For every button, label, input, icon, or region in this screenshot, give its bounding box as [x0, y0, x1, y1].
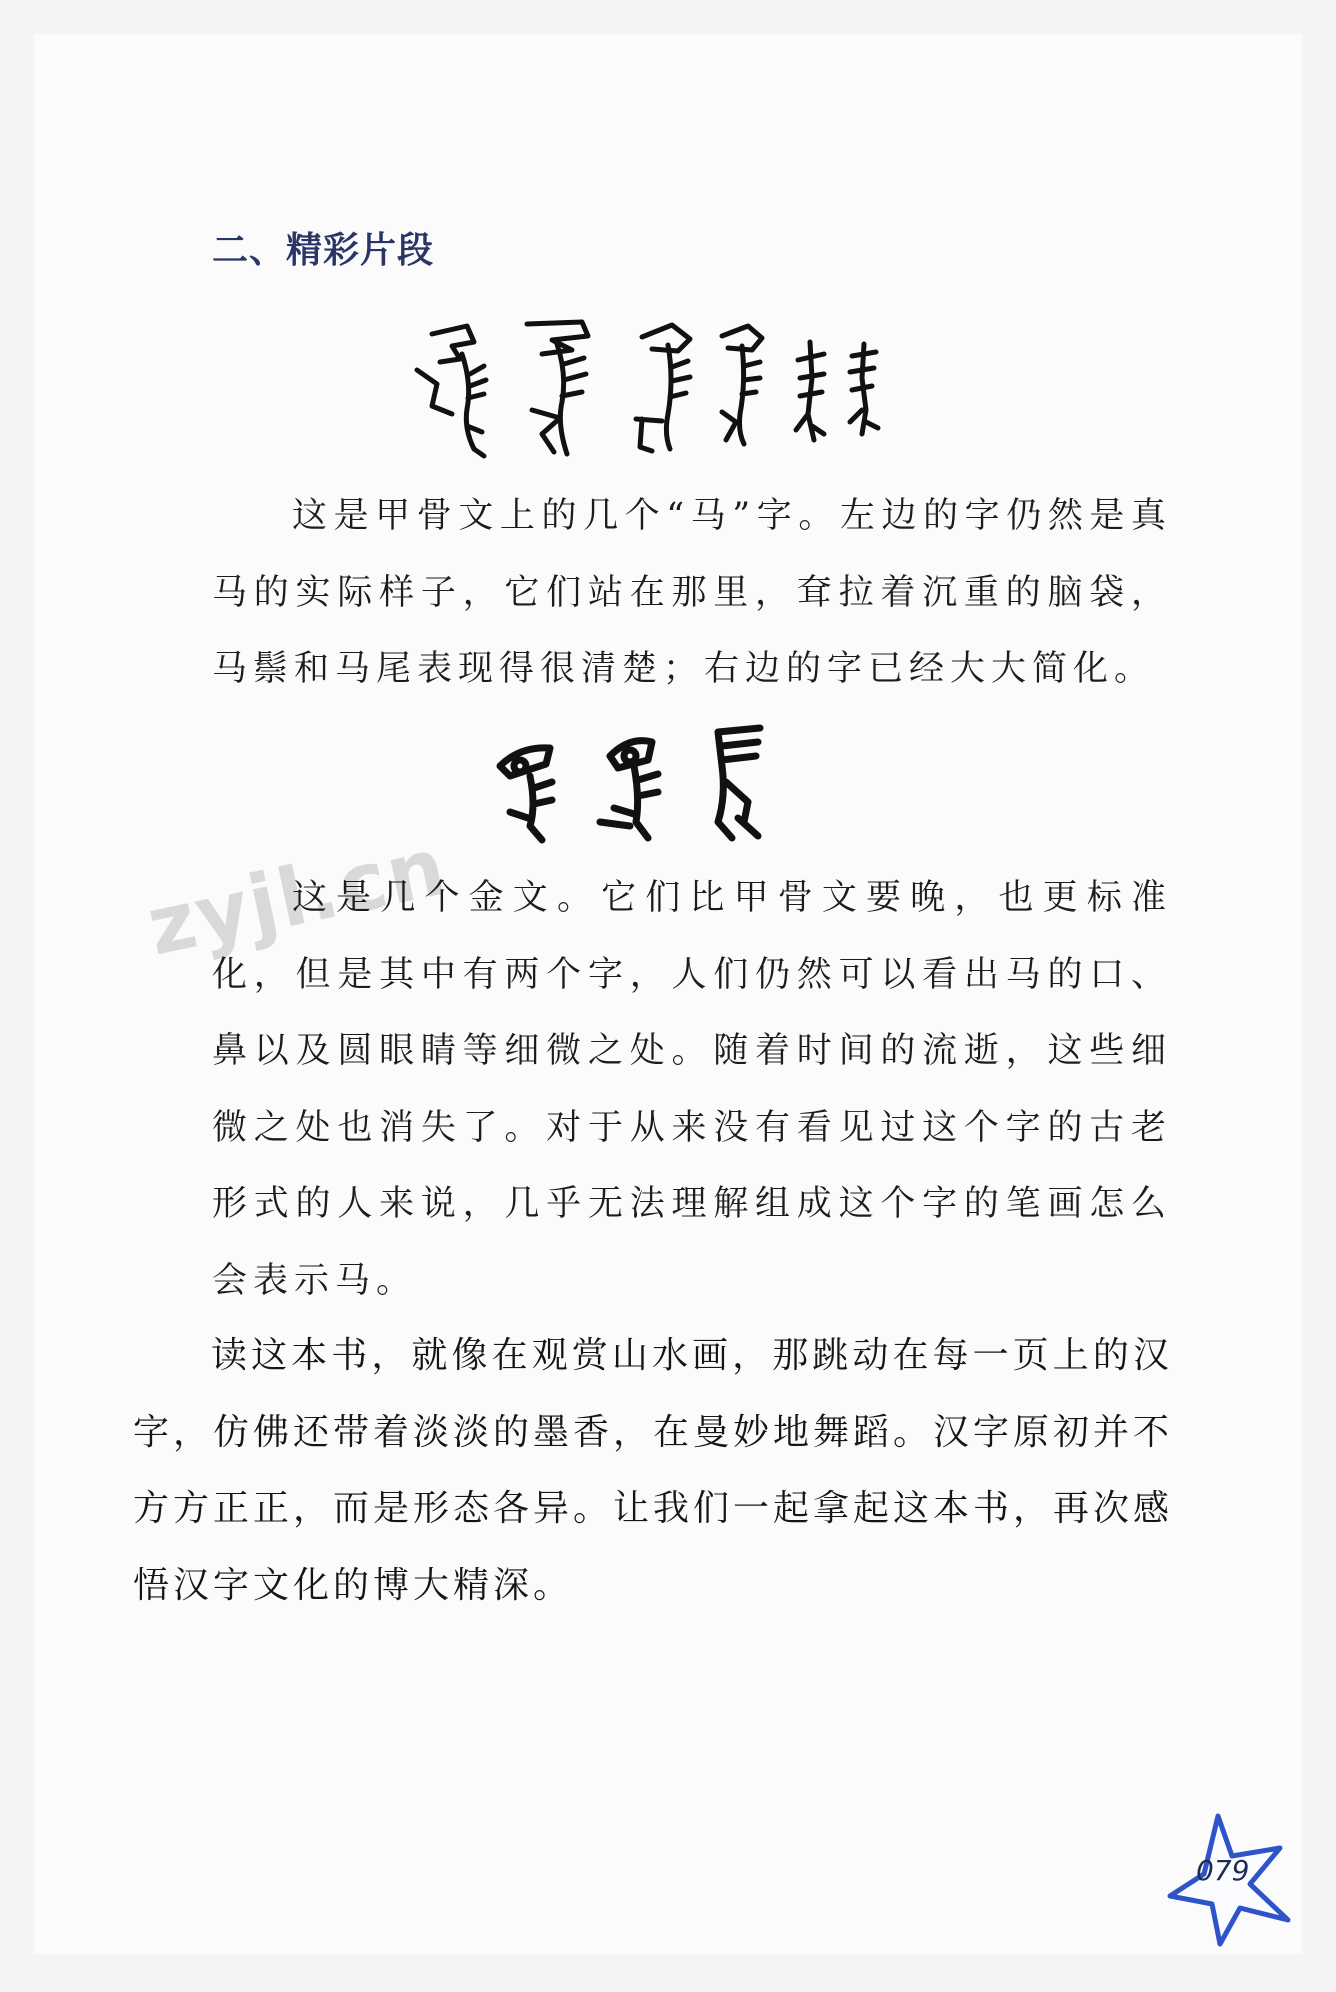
oracle-glyph-1: [417, 326, 486, 456]
reflection-paragraph: 读这本书，就像在观赏山水画，那跳动在每一页上的汉字，仿佛还带着淡淡的墨香，在曼妙地舞蹈。汉字原初并不方方正正，而是形态各异。让我们一起拿起这本书，再次感悟汉字文化的博大精深。: [133, 1335, 1174, 1606]
oracle-glyph-2: [527, 322, 588, 454]
oracle-glyph-4: [722, 326, 762, 444]
oracle-bone-horse-glyphs: [412, 314, 892, 468]
bronze-glyph-3: [718, 728, 760, 838]
oracle-glyph-6: [850, 344, 878, 434]
bronze-paragraph: 这是几个金文。它们比甲骨文要晚，也更标准化，但是其中有两个字，人们仍然可以看出马的口、鼻以及圆眼睛等细微之处。随着时间的流逝，这些细微之处也消失了。对于从来没有看见过这个字的古老形式的人来说，几乎无法理解组成这个字的笔画怎么会表示马。: [212, 878, 1172, 1301]
oracle-glyph-5: [796, 342, 824, 440]
bronze-glyph-2: [600, 741, 658, 838]
section-heading: 二、精彩片段: [212, 230, 435, 271]
oracle-glyph-3: [636, 325, 690, 451]
bronze-horse-glyphs: [490, 726, 810, 850]
oracle-bone-paragraph: 这是甲骨文上的几个“马”字。左边的字仍然是真马的实际样子，它们站在那里，耷拉着沉重的脑袋，马鬃和马尾表现得很清楚；右边的字已经大大简化。: [212, 496, 1172, 689]
bronze-glyph-1: [500, 748, 552, 840]
page-number: 079: [1196, 1854, 1250, 1887]
watermark: zyjl.cn: [139, 819, 455, 974]
